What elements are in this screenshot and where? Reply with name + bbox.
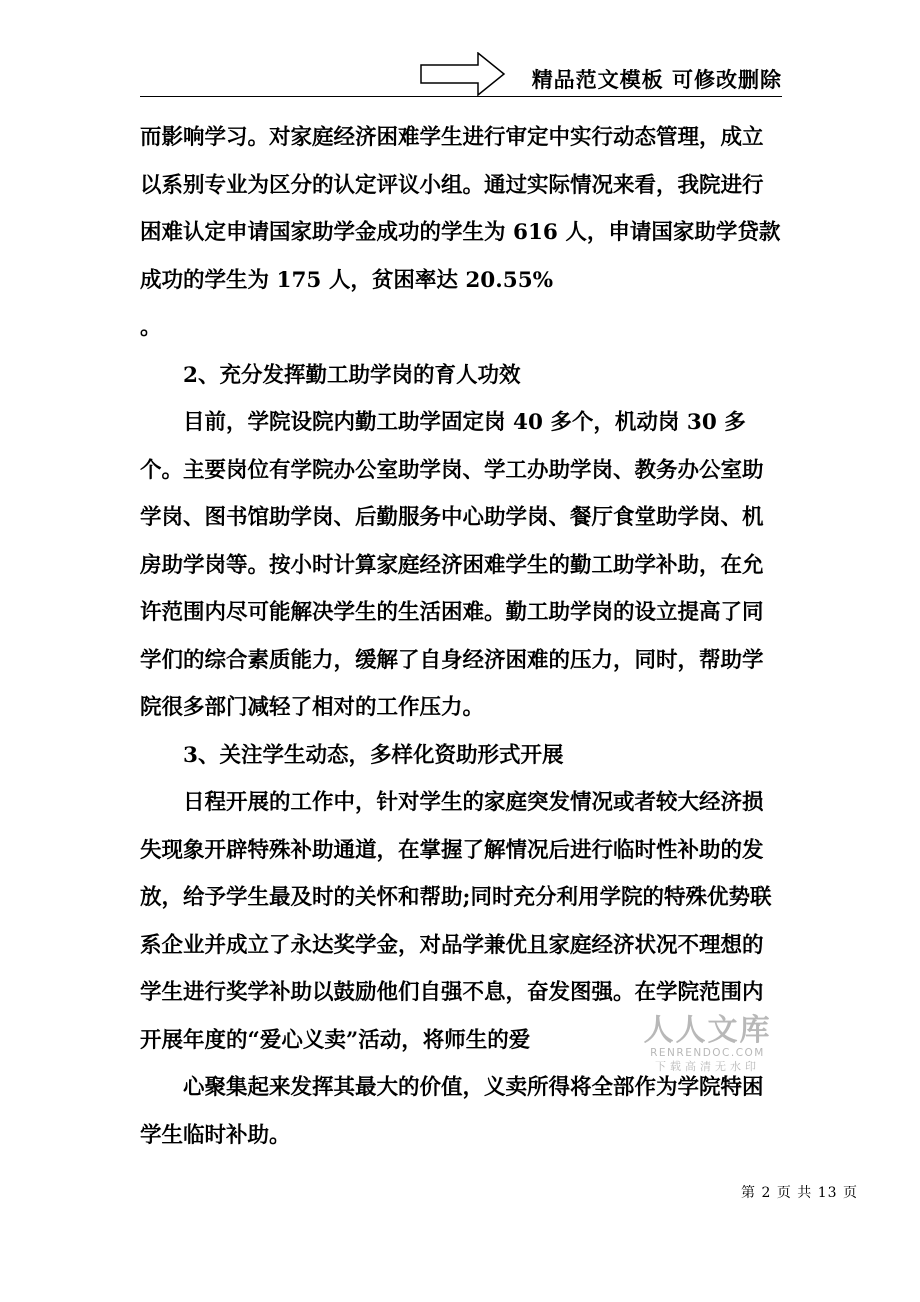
header-title: 精品范文模板 可修改删除 bbox=[531, 67, 782, 92]
paragraph-continued-tail: 。 bbox=[140, 315, 162, 340]
section-heading: 3、关注学生动态，多样化资助形式开展 bbox=[183, 742, 564, 768]
paragraph: 日程开展的工作中，针对学生的家庭突发情况或者较大经济损失现象开辟特殊补助通道，在掌握了解情况后进行临时性补助的发放，给予学生最及时的关怀和帮助;同时充分利用学院的特殊优势联系企业并成立了永达奖学金，对品学兼优且家庭经济状况不理想的学生进行奖学补助以鼓励他们自强不息，奋发图强。在学院范围内开展年度的“爱心义卖”活动，将师生的爱 bbox=[140, 790, 772, 1053]
page-number: 第 2 页 共 13 页 bbox=[741, 1185, 858, 1201]
watermark bbox=[640, 1015, 775, 1074]
watermark-title: 人人文库 bbox=[643, 1013, 772, 1048]
paragraph: 目前，学院设院内勤工助学固定岗 40 多个，机动岗 30 多个。主要岗位有学院办公室助学岗、学工办助学岗、教务办公室助学岗、图书馆助学岗、后勤服务中心助学岗、餐厅食堂助学岗、机房助学岗等。按小时计算家庭经济困难学生的勤工助学补助，在允许范围内尽可能解决学生的生活困难。勤工助学岗的设立提高了同学们的综合素质能力，缓解了自身经济困难的压力，同时，帮助学院很多部门减轻了相对的工作压力。 bbox=[140, 410, 764, 720]
header-divider bbox=[140, 96, 782, 97]
paragraph: 心聚集起来发挥其最大的价值，义卖所得将全部作为学院特困学生临时补助。 bbox=[140, 1075, 764, 1148]
page-header bbox=[140, 50, 782, 100]
document-body bbox=[140, 114, 782, 1159]
watermark-caption: 下载高清无水印 bbox=[655, 1060, 760, 1073]
paragraph-continued: 而影响学习。对家庭经济困难学生进行审定中实行动态管理，成立以系别专业为区分的认定评议小组。通过实际情况来看，我院进行困难认定申请国家助学金成功的学生为 616 人，申请国家助学贷款成功的学生为 175 人，贫困率达 20.55% bbox=[140, 125, 781, 293]
arrow-right-icon bbox=[420, 52, 506, 96]
section-heading: 2、充分发挥勤工助学岗的育人功效 bbox=[183, 362, 521, 388]
watermark-domain: RENRENDOC.COM bbox=[650, 1047, 765, 1059]
